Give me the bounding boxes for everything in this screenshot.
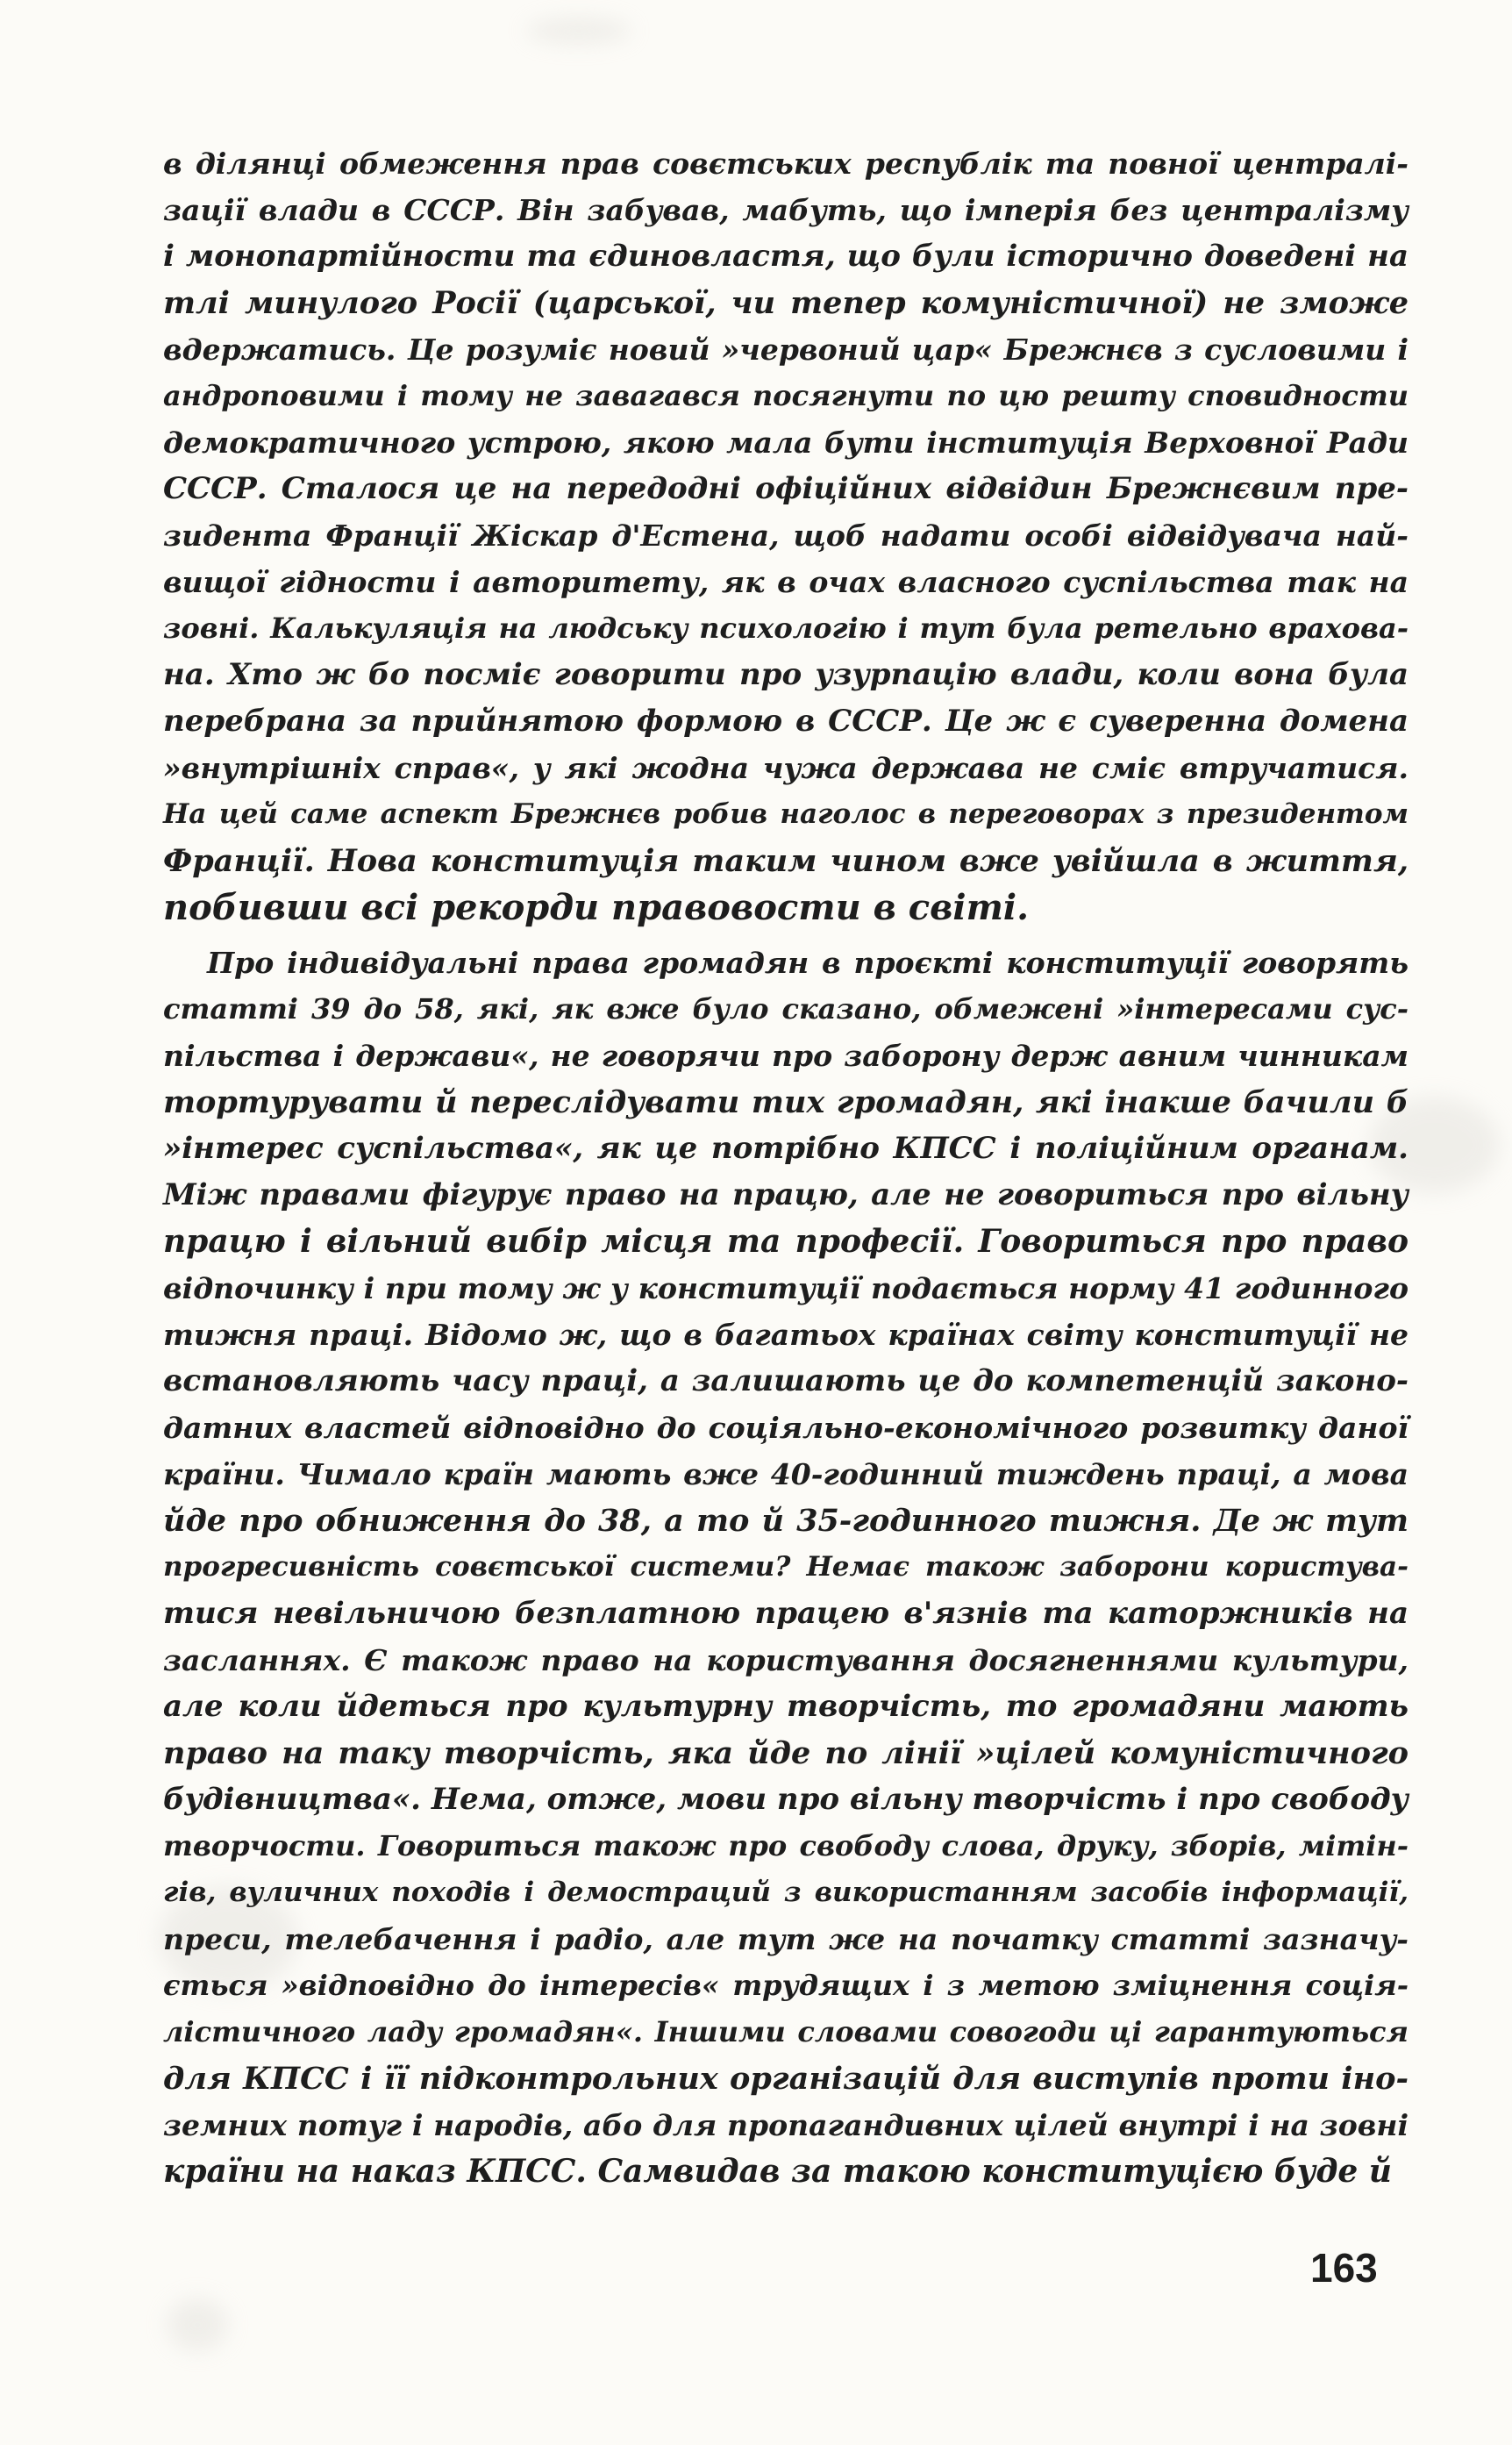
text-line: зидента Франції Жіскар д'Естена, щоб надати особі відвідувача най- bbox=[163, 518, 1409, 553]
text-line: побивши всі рекорди правовости в світі. bbox=[163, 887, 1030, 928]
text-line: земних потуг і народів, або для пропагандивних цілей внутрі і на зовні bbox=[163, 2108, 1409, 2142]
text-line: але коли йдеться про культурну творчість, то громадяни мають bbox=[163, 1689, 1409, 1724]
text-line: прогресивність совєтської системи? Немає також заборони користува- bbox=[163, 1551, 1409, 1583]
text-line: будівництва«. Нема, отже, мови про вільну творчість і про свободу bbox=[163, 1782, 1409, 1817]
text-line: зовні. Калькуляція на людську психологію і тут була ретельно врахова- bbox=[163, 611, 1409, 645]
text-line: »інтерес суспільства«, як це потрібно КПСС і поліційним органам. bbox=[163, 1131, 1409, 1166]
text-line: гів, вуличних походів і демостраций з використанням засобів інформації, bbox=[163, 1877, 1409, 1908]
scan-smudge bbox=[167, 2298, 228, 2351]
text-line: Між правами фігурує право на працю, але не говориться про вільну bbox=[163, 1177, 1409, 1212]
text-line: демократичного устрою, якою мала бути інституція Верховної Ради bbox=[163, 425, 1409, 460]
text-line: йде про обниження до 38, а то й 35-годинного тижня. Де ж тут bbox=[163, 1503, 1409, 1539]
text-line: відпочинку і при тому ж у конституції подається норму 41 годинного bbox=[163, 1271, 1409, 1305]
scan-smudge bbox=[526, 18, 631, 44]
text-line: країни на наказ КПСС. Самвидав за такою конституцією буде й bbox=[163, 2153, 1392, 2190]
text-line: встановляють часу праці, а залишають це до компетенцій законо- bbox=[163, 1363, 1409, 1398]
text-line: для КПСС і її підконтрольних організацій для виступів проти іно- bbox=[163, 2061, 1409, 2097]
text-line: статті 39 до 58, які, як вже було сказано, обмежені »інтересами сус- bbox=[163, 992, 1409, 1026]
text-line: вдержатись. Це розуміє новий »червоний цар« Брежнєв з сусловими і bbox=[163, 332, 1409, 367]
text-line: датних властей відповідно до соціяльно-економічного розвитку даної bbox=[163, 1411, 1409, 1445]
text-line: Франції. Нова конституція таким чином вже увійшла в життя, bbox=[163, 843, 1409, 879]
paragraph bbox=[163, 940, 1409, 2195]
text-line: тижня праці. Відомо ж, що в багатьох країнах світу конституції не bbox=[163, 1318, 1409, 1352]
text-line: Про індивідуальні права громадян в проєкті конституції говорять bbox=[207, 946, 1409, 980]
paragraph bbox=[163, 140, 1409, 931]
text-line: тлі минулого Росії (царської, чи тепер комуністичної) не зможе bbox=[163, 285, 1409, 321]
text-line: лістичного ладу громадян«. Іншими словами совогоди ці гарантуються bbox=[163, 2015, 1409, 2048]
text-line: ється »відповідно до інтересів« трудящих і з метою зміцнення соція- bbox=[163, 1969, 1409, 2002]
text-line: пільства і держави«, не говорячи про заборону держ авним чинникам bbox=[163, 1039, 1409, 1073]
text-line: перебрана за прийнятою формою в СССР. Це ж є суверенна домена bbox=[163, 704, 1409, 739]
text-line: в ділянці обмеження прав совєтських республік та повної централі- bbox=[163, 147, 1409, 181]
text-line: засланнях. Є також право на користування досягненнями культури, bbox=[163, 1643, 1409, 1677]
text-line: зації влади в СССР. Він забував, мабуть, що імперія без централізму bbox=[163, 193, 1409, 227]
text-line: преси, телебачення і радіо, але тут же на початку статті зазначу- bbox=[163, 1922, 1409, 1956]
text-line: право на таку творчість, яка йде по лінії »цілей комуністичного bbox=[163, 1735, 1409, 1771]
text-line: »внутрішніх справ«, у які жодна чужа держава не сміє втручатися. bbox=[163, 751, 1409, 785]
text-line: На цей саме аспект Брежнєв робив наголос в переговорах з президентом bbox=[163, 798, 1409, 830]
text-line: андроповими і тому не завагався посягнути по цю решту сповидности bbox=[163, 379, 1409, 412]
text-line: тортурувати й переслідувати тих громадян, які інакше бачили б bbox=[163, 1084, 1409, 1120]
text-line: тися невільничою безплатною працею в'язнів та каторжників на bbox=[163, 1596, 1409, 1631]
text-line: і монопартійности та єдиновластя, що були історично доведені на bbox=[163, 239, 1409, 274]
page-number: 163 bbox=[1310, 2245, 1378, 2291]
text-line: на. Хто ж бо посміє говорити про узурпацію влади, коли вона була bbox=[163, 657, 1409, 692]
paragraph-gap bbox=[163, 931, 1409, 940]
text-line: СССР. Сталося це на передодні офіційних відвідин Брежнєвим пре- bbox=[163, 471, 1409, 506]
body-text bbox=[163, 140, 1409, 2195]
text-line: працю і вільний вибір місця та професії. Говориться про право bbox=[163, 1223, 1409, 1260]
text-line: вищої гідности і авторитету, як в очах власного суспільства так на bbox=[163, 565, 1409, 599]
text-line: творчости. Говориться також про свободу слова, друку, зборів, мітін- bbox=[163, 1829, 1409, 1862]
text-line: країни. Чимало країн мають вже 40-годинний тиждень праці, а мова bbox=[163, 1457, 1409, 1491]
